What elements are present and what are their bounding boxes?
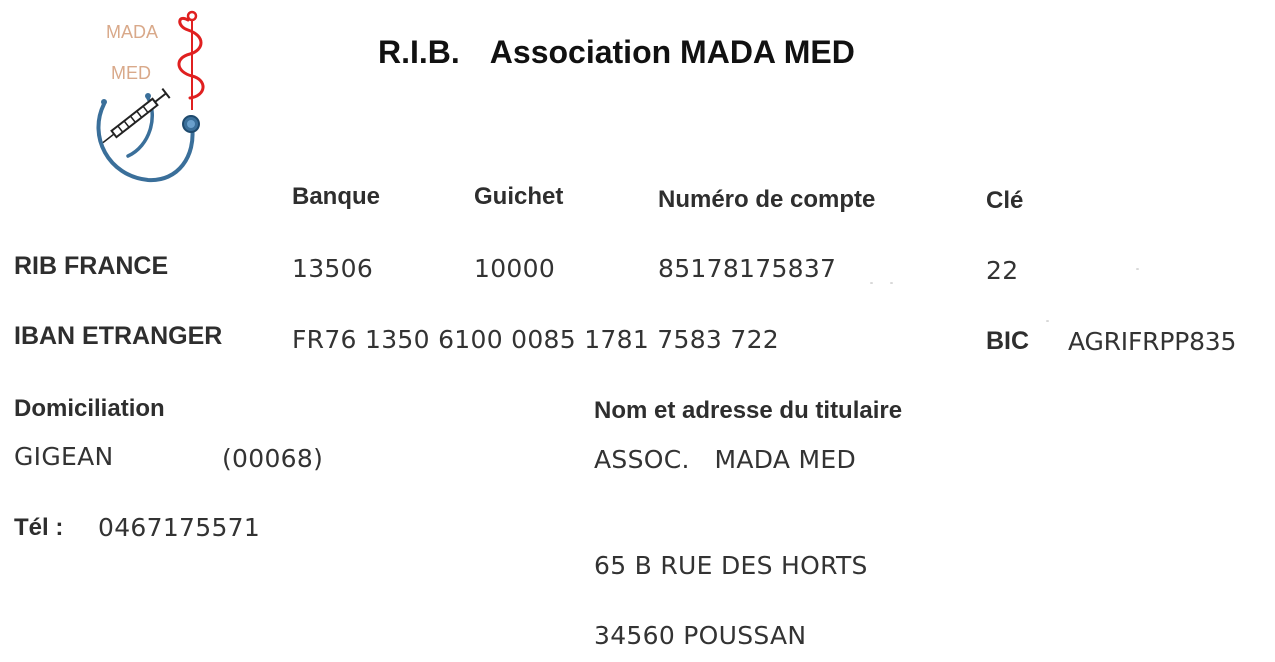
syringe-icon xyxy=(99,89,169,148)
titulaire-label: Nom et adresse du titulaire xyxy=(594,397,903,424)
logo-text-line2: MED xyxy=(111,63,151,83)
title-prefix: R.I.B. xyxy=(378,34,460,70)
rib-compte-value: 85178175837 xyxy=(658,254,837,283)
stethoscope-syringe-caduceus-icon xyxy=(78,6,228,186)
scan-speck xyxy=(870,282,873,284)
scan-speck xyxy=(1046,320,1049,322)
rib-banque-value: 13506 xyxy=(292,254,374,283)
column-header-guichet: Guichet xyxy=(474,183,564,210)
column-header-cle: Clé xyxy=(986,187,1024,214)
logo-text-line1: MADA xyxy=(106,22,159,42)
iban-value: FR76 1350 6100 0085 1781 7583 722 xyxy=(292,325,779,354)
column-header-banque: Banque xyxy=(292,183,381,210)
titulaire-name: ASSOC. MADA MED xyxy=(594,445,857,474)
iban-label: IBAN ETRANGER xyxy=(14,322,223,350)
mada-med-logo xyxy=(78,6,228,186)
domiciliation-label: Domiciliation xyxy=(14,395,165,422)
rib-guichet-value: 10000 xyxy=(474,254,556,283)
serpent-head-icon xyxy=(188,12,196,20)
page-title xyxy=(378,34,855,71)
titulaire-city: 34560 POUSSAN xyxy=(594,621,807,650)
title-text: Association MADA MED xyxy=(489,34,855,70)
scan-speck xyxy=(1136,268,1139,270)
tel-label: Tél : xyxy=(14,514,64,541)
bic-value: AGRIFRPP835 xyxy=(1068,327,1237,356)
domiciliation-city: GIGEAN xyxy=(14,442,114,471)
titulaire-street: 65 B RUE DES HORTS xyxy=(594,551,868,580)
column-header-compte: Numéro de compte xyxy=(658,186,876,213)
domiciliation-code: (00068) xyxy=(222,444,324,473)
rib-france-label: RIB FRANCE xyxy=(14,252,169,280)
tel-value: 0467175571 xyxy=(98,513,261,542)
scan-speck xyxy=(890,282,893,284)
rib-cle-value: 22 xyxy=(986,256,1019,285)
bic-label: BIC xyxy=(986,327,1030,355)
